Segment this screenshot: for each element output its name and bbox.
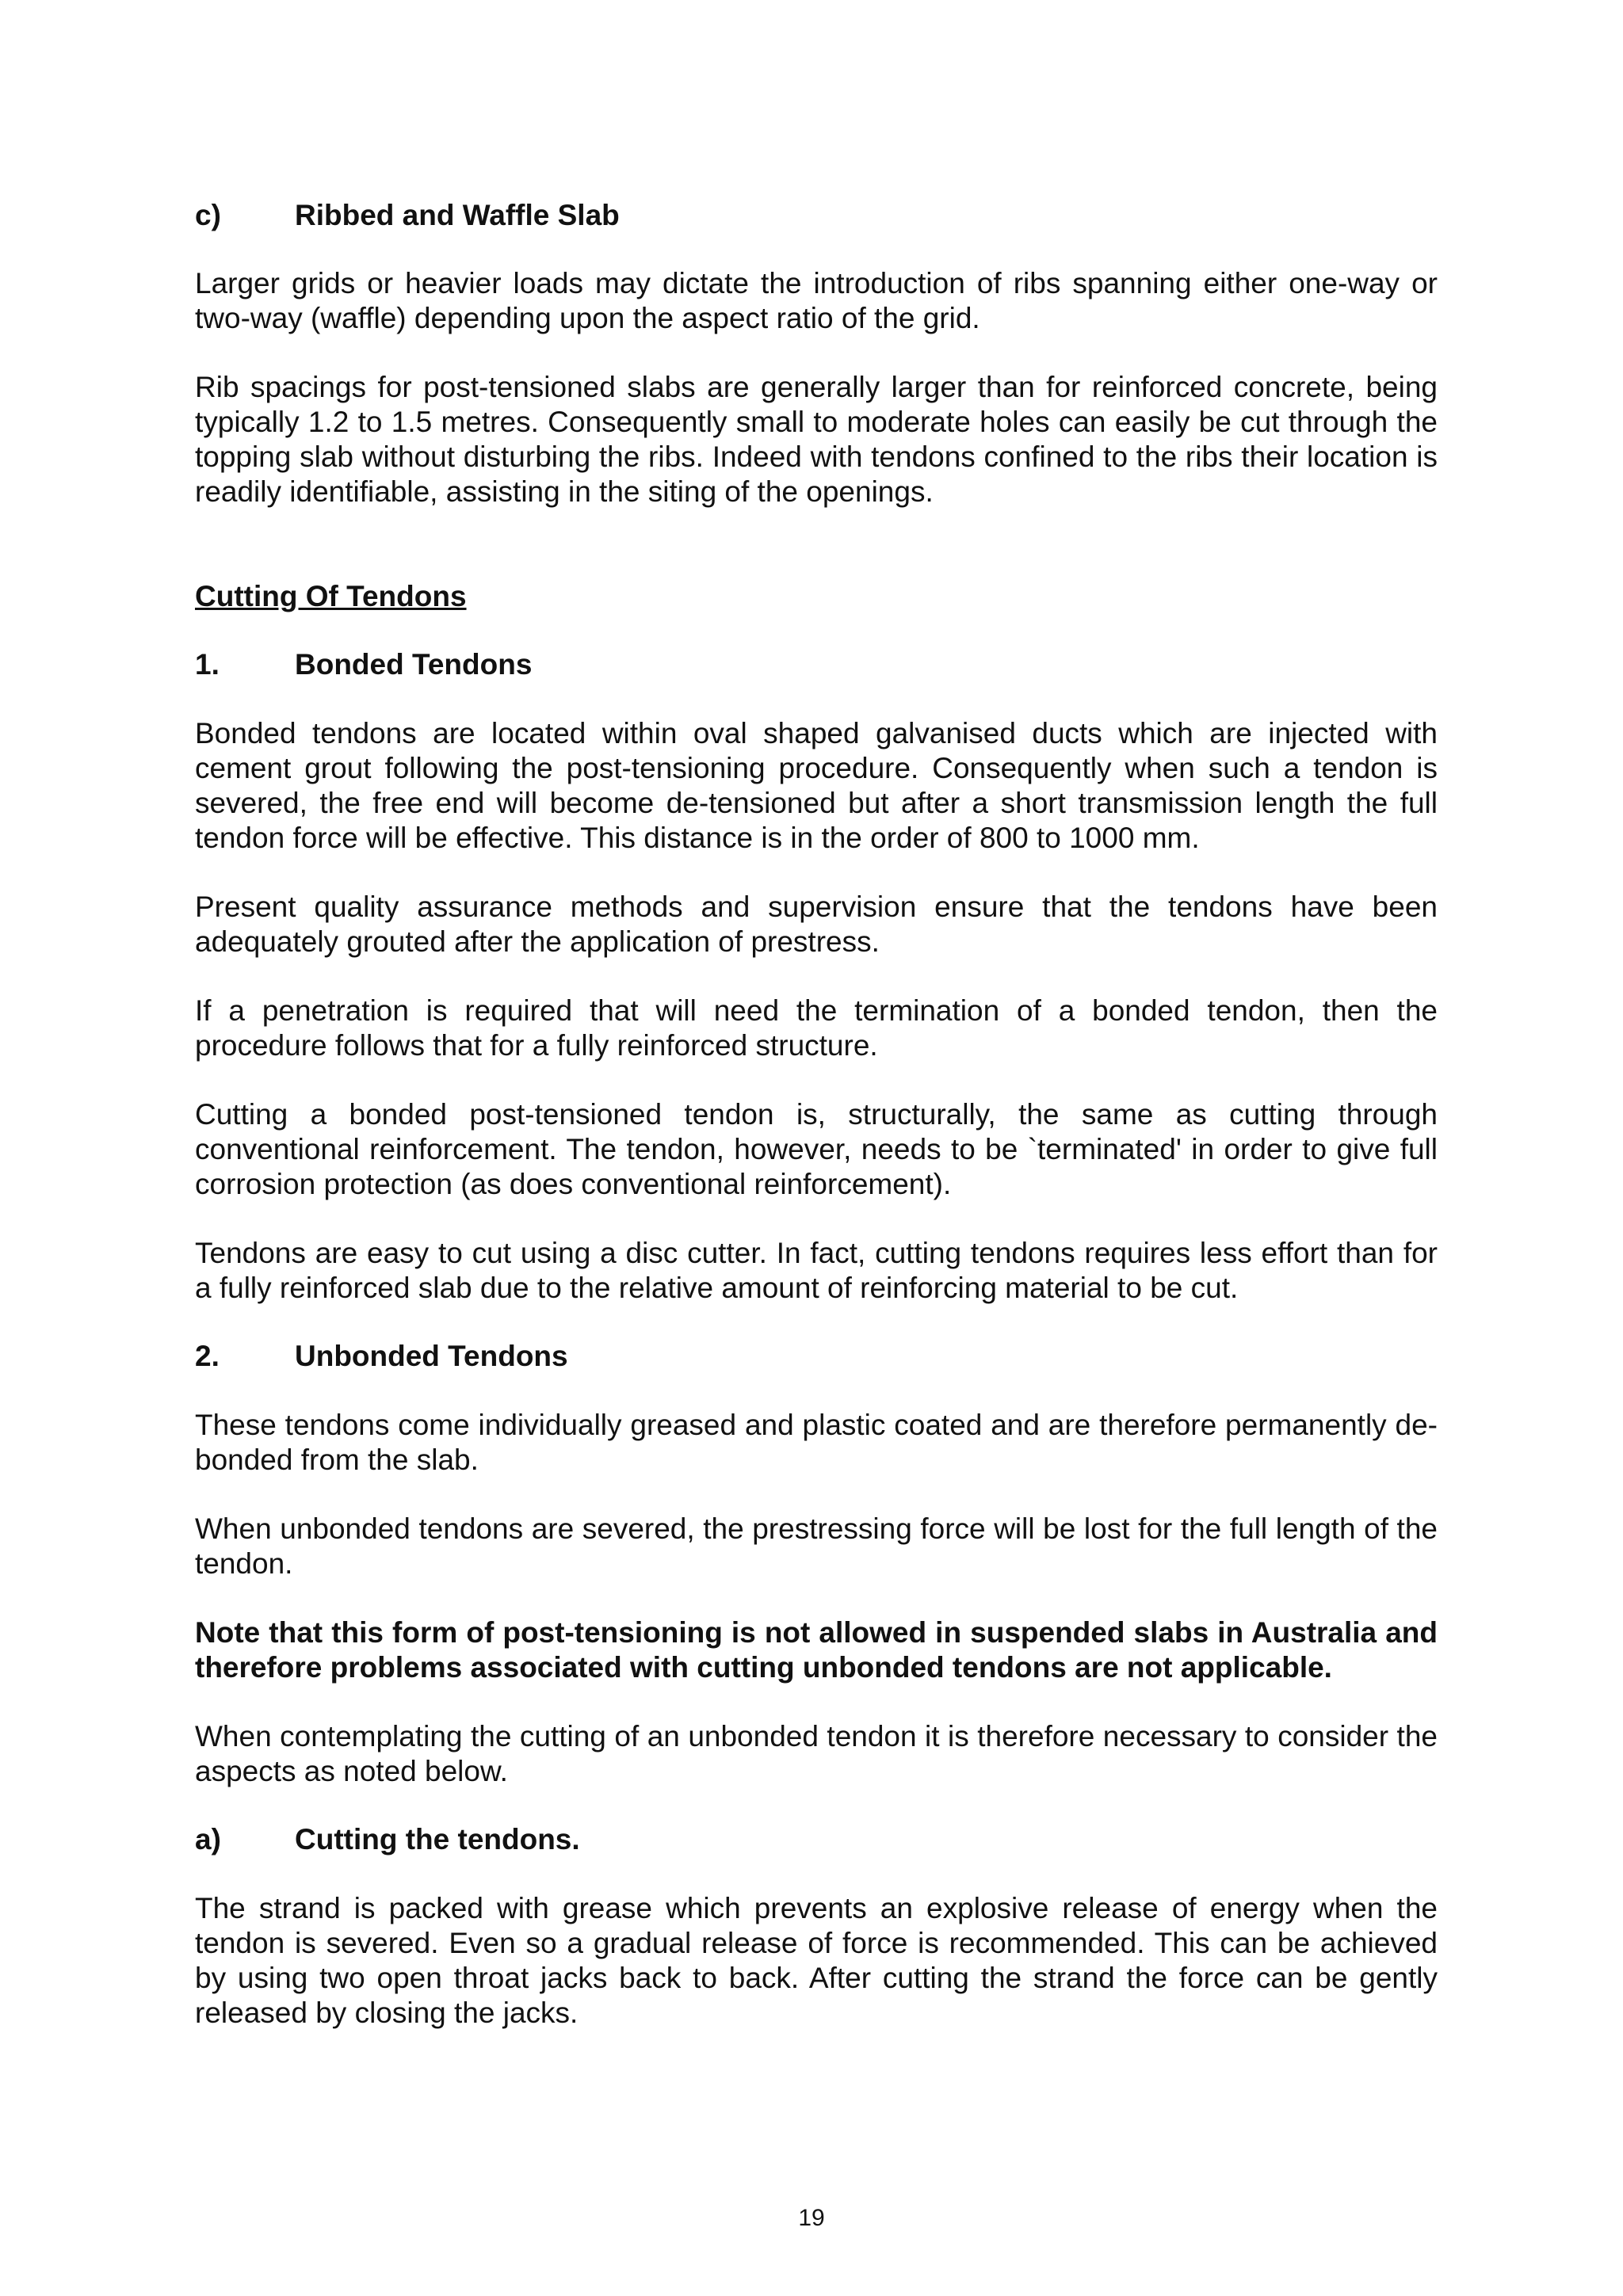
section-c-paragraph-2: Rib spacings for post-tensioned slabs are generally larger than for reinforced concrete, being typically 1.2 to 1.5 metres. Consequently small to moderate holes can easily be cut through the topping slab without disturbing the ribs. Indeed with tendons confined to the ribs their location is readily identifiable, assisting in the siting of the openings. (195, 371, 1438, 508)
cutting-the-tendons-heading (195, 1822, 1438, 1857)
unbonded-paragraph-2: When unbonded tendons are severed, the prestressing force will be lost for the full length of the tendon. (195, 1512, 1438, 1580)
section-c-heading (195, 198, 1438, 233)
document-page (195, 190, 1438, 2031)
cutting-the-tendons-title: Cutting the tendons. (295, 1823, 580, 1855)
unbonded-tendons-heading (195, 1339, 1438, 1374)
unbonded-tendons-number: 2. (195, 1340, 220, 1372)
unbonded-paragraph-3: When contemplating the cutting of an unbonded tendon it is therefore necessary to consider the aspects as noted below. (195, 1720, 1438, 1787)
unbonded-note: Note that this form of post-tensioning is not allowed in suspended slabs in Australia and therefore problems associated with cutting unbonded tendons are not applicable. (195, 1616, 1438, 1684)
section-c-title: Ribbed and Waffle Slab (295, 199, 620, 231)
bonded-paragraph-5: Tendons are easy to cut using a disc cutter. In fact, cutting tendons requires less effort than for a fully reinforced slab due to the relative amount of reinforcing material to be cut. (195, 1237, 1438, 1304)
unbonded-paragraph-1: These tendons come individually greased and plastic coated and are therefore permanently de-bonded from the slab. (195, 1409, 1438, 1476)
bonded-paragraph-4: Cutting a bonded post-tensioned tendon is, structurally, the same as cutting through conventional reinforcement. The tendon, however, needs to be `terminated' in order to give full corrosion protection (as does conventional reinforcement). (195, 1098, 1438, 1200)
section-c-paragraph-1: Larger grids or heavier loads may dictate the introduction of ribs spanning either one-way or two-way (waffle) depending upon the aspect ratio of the grid. (195, 267, 1438, 334)
unbonded-tendons-title: Unbonded Tendons (295, 1340, 568, 1372)
bonded-paragraph-2: Present quality assurance methods and supervision ensure that the tendons have been adequately grouted after the application of prestress. (195, 891, 1438, 958)
cutting-of-tendons-heading: Cutting Of Tendons (195, 580, 467, 612)
bonded-paragraph-3: If a penetration is required that will need the termination of a bonded tendon, then the procedure follows that for a fully reinforced structure. (195, 994, 1438, 1062)
bonded-tendons-number: 1. (195, 648, 220, 681)
page-number: 19 (798, 2205, 825, 2231)
bonded-paragraph-1: Bonded tendons are located within oval shaped galvanised ducts which are injected with cement grout following the post-tensioning procedure. Consequently when such a tendon is severed, the free end will become de-tensioned but after a short transmission length the full tendon force will be effective. This distance is in the order of 800 to 1000 mm. (195, 717, 1438, 854)
cutting-the-tendons-number: a) (195, 1823, 221, 1855)
section-c-number: c) (195, 199, 221, 231)
bonded-tendons-heading (195, 647, 1438, 682)
bonded-tendons-title: Bonded Tendons (295, 648, 533, 681)
cutting-the-tendons-paragraph: The strand is packed with grease which prevents an explosive release of energy when the tendon is severed. Even so a gradual release of force is recommended. This can be achieved by using two open throat jacks back to back. After cutting the strand the force can be gently released by closing the jacks. (195, 1892, 1438, 2029)
